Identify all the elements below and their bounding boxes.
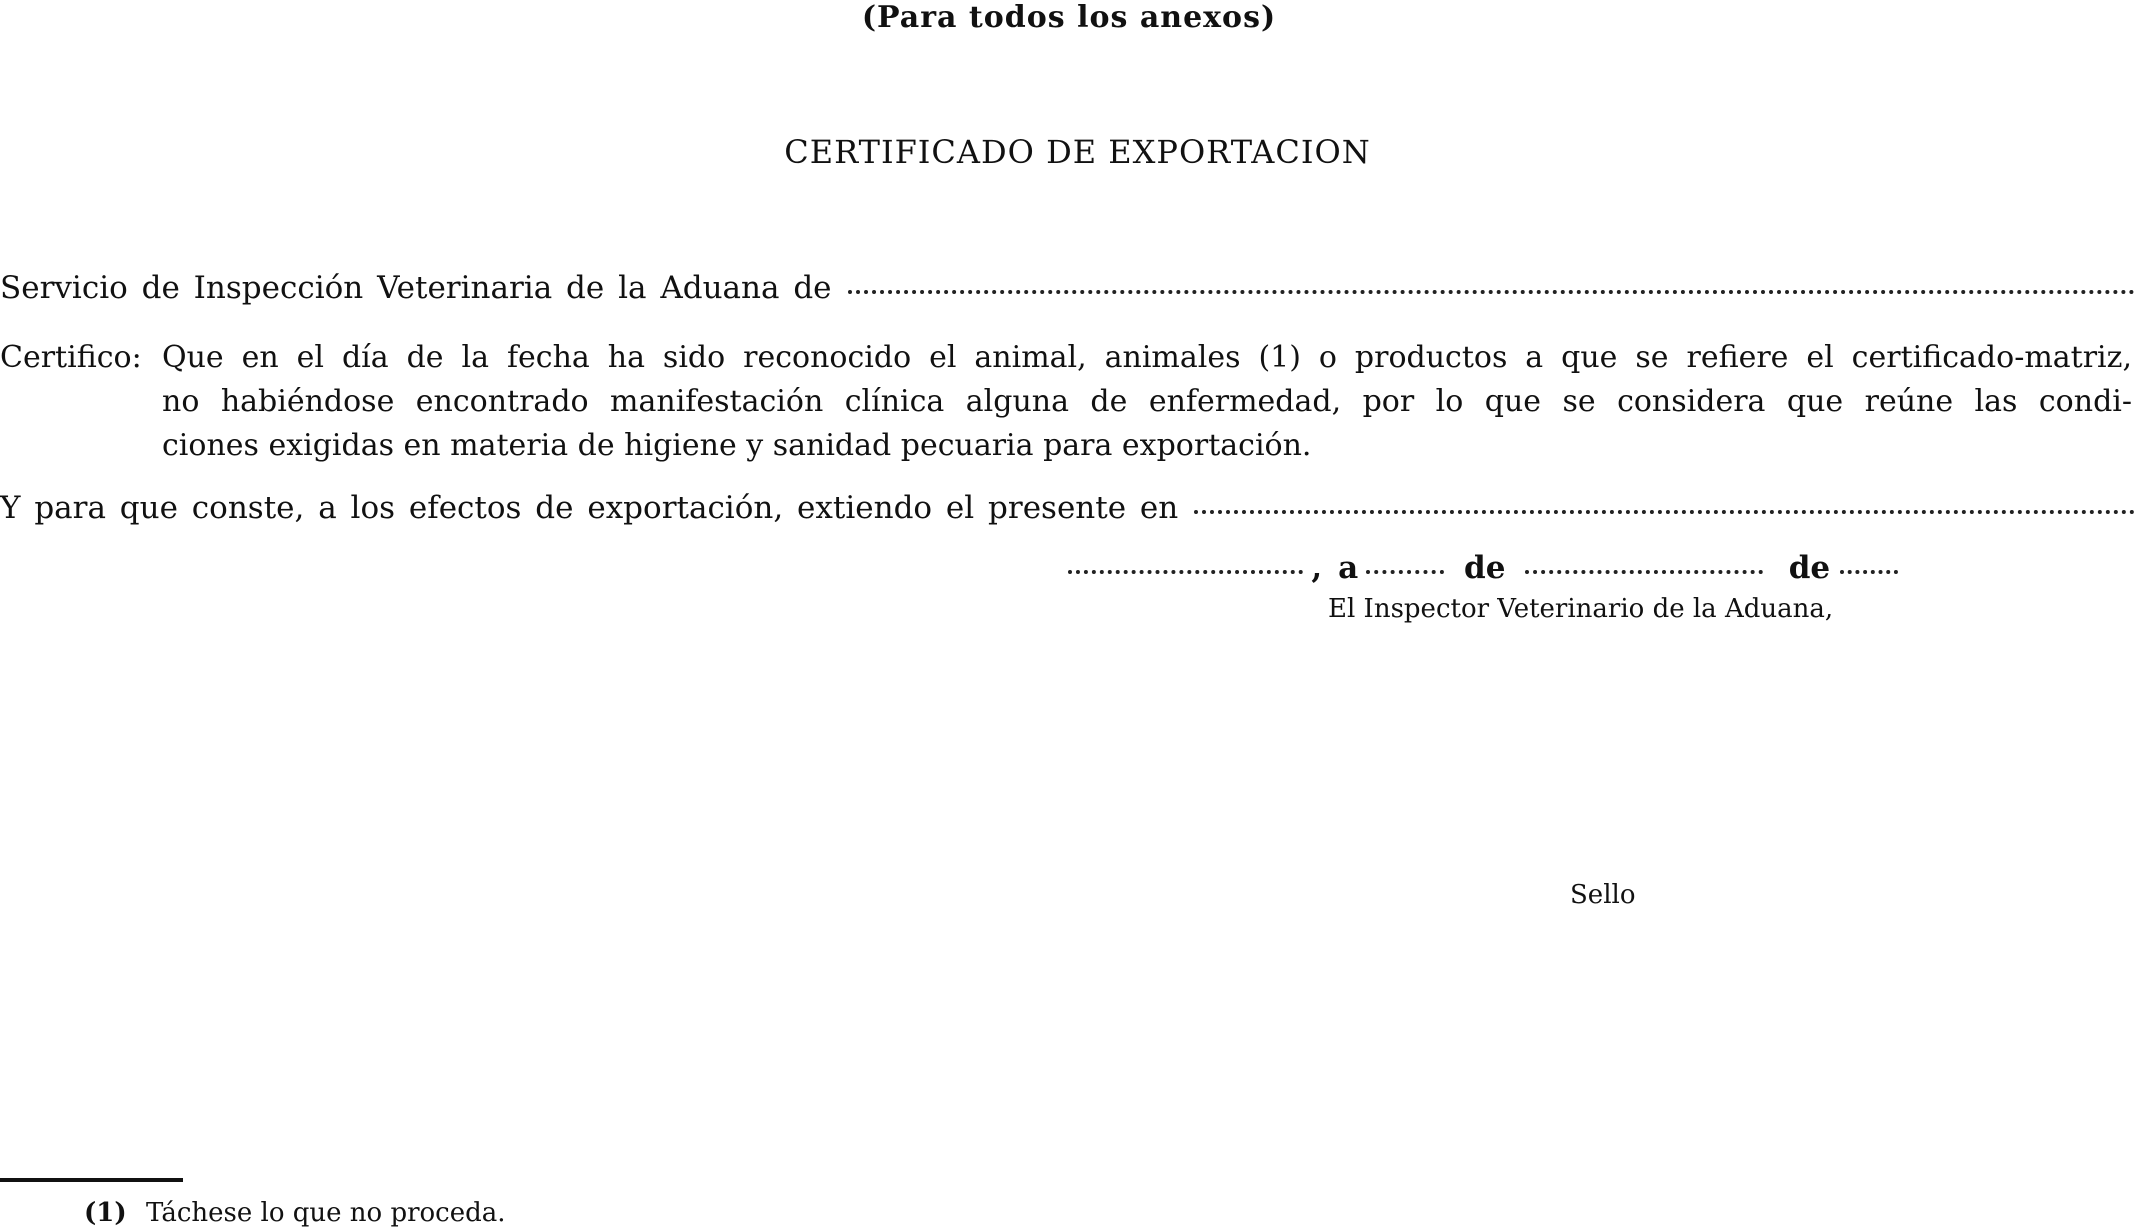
place-fill-dots xyxy=(1068,570,1303,574)
conste-line xyxy=(0,490,2135,526)
footnote-mark: (1) xyxy=(84,1198,127,1228)
document-title: CERTIFICADO DE EXPORTACION xyxy=(784,133,1371,171)
footnote xyxy=(84,1198,506,1228)
date-a-label: a xyxy=(1338,550,1359,586)
servicio-fill-dots xyxy=(848,290,2135,294)
seal-label: Sello xyxy=(1570,880,1636,910)
date-line xyxy=(1068,550,1898,586)
annex-note: (Para todos los anexos) xyxy=(861,0,1277,35)
inspector-signature-label: El Inspector Veterinario de la Aduana, xyxy=(1328,594,1834,624)
date-de-label-2: de xyxy=(1788,550,1831,586)
certifico-line-3 xyxy=(0,424,2135,468)
conste-label: Y para que conste, a los efectos de exportación, extiendo el presente en xyxy=(0,490,1179,526)
servicio-line xyxy=(0,270,2135,306)
certifico-label: Certifico: xyxy=(0,340,142,375)
certifico-text-1: Que en el día de la fecha ha sido reconocido el animal, animales (1) o productos a que se refiere el certificado-matriz, xyxy=(162,340,2132,375)
servicio-label: Servicio de Inspección Veterinaria de la Aduana de xyxy=(0,270,832,306)
date-comma: , xyxy=(1311,550,1323,586)
day-fill-dots xyxy=(1366,570,1444,574)
year-fill-dots xyxy=(1840,570,1898,574)
certifico-paragraph xyxy=(0,336,2135,468)
certifico-text-2: no habiéndose encontrado manifestación clínica alguna de enfermedad, por lo que se considera que reúne las condi- xyxy=(162,384,2132,419)
certifico-line-2 xyxy=(0,380,2135,424)
certifico-text-3: ciones exigidas en materia de higiene y sanidad pecuaria para exportación. xyxy=(162,428,1312,463)
footnote-rule xyxy=(0,1178,183,1182)
footnote-text: Táchese lo que no proceda. xyxy=(146,1198,506,1228)
month-fill-dots xyxy=(1525,570,1762,574)
date-de-label-1: de xyxy=(1464,550,1506,586)
conste-fill-dots xyxy=(1194,510,2135,514)
certifico-line-1 xyxy=(0,336,2135,380)
